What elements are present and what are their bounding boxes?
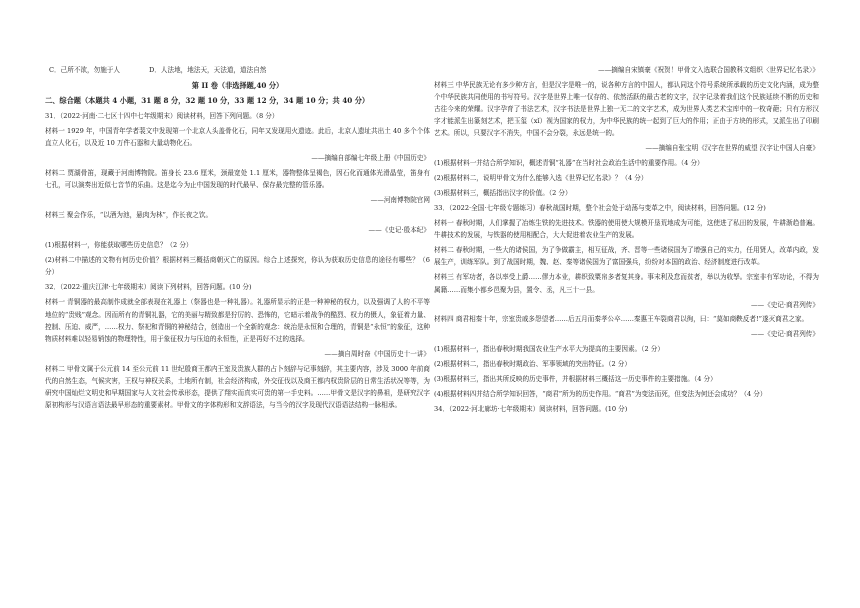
q32-sub-3: (3)根据材料三，概括指出汉字的价值。（2 分）: [434, 189, 572, 198]
section-title: 第 II 卷（非选择题,40 分）: [191, 81, 284, 91]
question-31: 31．（2022·河南·二七区十四中七年级期末）阅读材料，回答下列问题。（8 分）: [45, 112, 279, 121]
q32-material-1: 材料一 青铜器的最高制作成就全部表现在礼器上（祭器也是一种礼器）。礼器所显示的正是一种神秘的权力，以及强调了人的不平等地位的“贵贱”观念。因而所有的青铜礼器，它的美丽与精致都是狞厉的、恐怖的，它暗示着战争的酷烈、权力的慑人，象征着力量、控制、压迫、威严，……权力、祭祀和青铜的神秘结合，创造出一个全新的观念：统治是永恒和合理的，青铜是“永恒”的象征，这种物质材料难以轻易销蚀的物理特性，用于象征权力与压迫的永恒性，正是再好不过的选择。: [45, 298, 430, 343]
q32-sub-1: (1)根据材料一并结合所学知识，概述青铜“礼器”在当时社会政治生活中的重要作用。（4 分）: [434, 159, 704, 168]
q32-sub-2: (2)根据材料二，说明甲骨文为什么能够入选《世界记忆名录》？（4 分）: [434, 174, 648, 183]
q31-material-2: 材料二 贾湖骨笛，现藏于河南博物院。笛身长 23.6 厘米，颈最宽处 1.1 厘米，器物整体呈褐色，因石化而通体光滑晶莹，笛身有七孔，可以演奏出近似七音节的乐曲。这是迄今为止中国发现的时代最早、保存最完整的管乐器。: [45, 169, 430, 190]
option-c: C．己所不欲，勿施于人: [49, 66, 120, 74]
q32-material-2-source: ——摘编自宋镇豪《祝贺！甲骨文入选联合国教科文组织〈世界记忆名录〉》: [598, 66, 819, 74]
q31-sub-1: (1)根据材料一，你能获取哪些历史信息？（2 分）: [45, 241, 193, 250]
q33-material-4: 材料四 商君相秦十年，宗室贵戚多怨望者……后五月而秦孝公卒……秦惠王车裂商君以徇，曰：“莫如商鞅反者!”遂灭商君之家。: [434, 315, 809, 324]
q33-sub-2: (2)根据材料二，指出春秋时期政治、军事领域的突出特征。（2 分）: [434, 360, 631, 369]
section-heading: 二、综合题（本题共 4 小题，31 题 8 分，32 题 10 分，33 题 12 分，34 题 10 分；共 40 分）: [45, 96, 370, 106]
q31-sub-2: (2)材料二中描述的文物有何历史价值？根据材料三概括商朝灭亡的原因。综合上述探究，你认为获取历史信息的途径有哪些？（6 分）: [45, 256, 430, 277]
q33-material-2: 材料二 春秋时期，一些大的诸侯国，为了争做霸主，相互征战，齐、晋等一些诸侯国为了增强自己的实力，任用贤人，改革内政，发展生产，训练军队。到了战国时期，魏、赵、秦等诸侯国为了富国强兵，纷纷对本国的政治、经济制度进行改革。: [434, 246, 819, 267]
q33-sub-3: (3)根据材料三，指出其所反映的历史事件，并根据材料三概括这一历史事件的主要措施。（4 分）: [434, 375, 717, 384]
q33-material-3: 材料三 有军功者，各以率受上爵……僇力本业，耕织致粟帛多者复其身。事末利及怠而贫者，举以为收孥。宗室非有军功论，不得为属籍……而集小都乡邑聚为县，置令、丞，凡三十一县。: [434, 273, 819, 294]
q31-material-2-source: ——河南博物院官网: [370, 196, 430, 205]
right-column: [434, 64, 819, 418]
q32-material-3-source: ——摘编自张宝明《汉字在世界的威望 汉字让中国人自豪》: [645, 144, 819, 153]
q32-material-2: 材料二 甲骨文属于公元前 14 至公元前 11 世纪殷商王都内王室及贵族人群的占卜刻辞与记事刻辞，其主要内容，涉及 3000 年前商代的自然生态，气候灾害，王权与神权关系，土地所有制，社会经济构成，外交征伐以及商王都内权贵阶层的日常生活状况等等，为研究中国灿烂文明史和早期国家与人文社会传承形态，提供了翔实而真实可贵的第一手史料。……甲骨文是汉字的鼻祖，是研究汉字原初构形与汉语言语法最早形态的重要素材。甲骨文的字体构形和文辞语法，与当今的汉字及现代汉语语法结构一脉相承。: [45, 364, 430, 409]
q33-material-1: 材料一 春秋时期，人们掌握了冶炼生铁的先进技术。铁器的使用使大规模开垦荒地成为可能，这使进了私田的发展，牛耕渐趋普遍。牛耕技术的发展，与铁器的使用相配合，大大促进着农业生产的发展。: [434, 219, 819, 240]
q31-material-3-source: ——《史记·殷本纪》: [368, 226, 430, 235]
q32-material-1-source: ——摘自周时奋《中国历史十一讲》: [324, 349, 430, 358]
q31-material-1: 材料一 1929 年，中国青年学者裴文中发现第一个北京人头盖骨化石，同年又发现用火遗迹。此后，北京人遗址共出土 40 多个个体直立人化石，以及近 10 万件石器和大量动物化石。: [45, 127, 430, 148]
q31-material-1-source: ——摘编自部编七年级上册《中国历史》: [311, 154, 430, 163]
q33-sub-1: (1)根据材料一，指出春秋时期我国农业生产水平大为提高的主要因素。（2 分）: [434, 345, 664, 354]
q33-sub-4: (4)根据材料四并结合所学知识回答，“商君”所为的历史作用。“商君”为变法而死，但变法为何还会成功？（4 分）: [434, 390, 767, 399]
q32-material-3: 材料三 中华民族无论有多少种方言，但是汉字是唯一的，说各种方言的中国人，都认同这个符号系统所承载的历史文化内涵，成为整个中华民族共同使用的书写符号。汉字是世界上唯一仅存的、依然活跃的最古老的文字，汉字记录着我们这个民族延续不断的历史和古往今来的荣耀。汉字孕育了书法艺术，汉字书法是世界上独一无二的文字艺术，成为世界人类艺术宝库中的一枚奇葩；只有方形汉字才能派生出篆刻艺术，把玉玺（xǐ）视为国家的权力，为中华民族的统一起到了巨大的作用；正由于方块的形式，又派生出了印刷艺术。所以，只要汉字不消失，中国不会分裂，永远是统一的。: [434, 80, 819, 138]
q33-material-4-source: ——《史记·商君列传》: [750, 330, 819, 339]
q31-material-3: 材料三 聚会作乐，“以酒为池，悬肉为林”，作长夜之饮。: [45, 211, 213, 220]
left-column: [45, 64, 430, 414]
option-d: D．人法地，地法天，天法道，道法自然: [149, 66, 267, 74]
question-33: 33．（2022·全国·七年级专题练习）春秋战国时期，整个社会处于动荡与变革之中，阅读材料，回答问题。(12 分): [434, 204, 766, 213]
choice-options: [45, 64, 430, 76]
question-32: 32．（2022·重庆江津·七年级期末）阅读下列材料，回答问题。(10 分): [45, 283, 252, 292]
q33-material-3-source: ——《史记·商君列传》: [750, 300, 819, 309]
question-34: 34．（2022·河北廊坊·七年级期末）阅读材料，回答问题。(10 分): [434, 405, 628, 414]
